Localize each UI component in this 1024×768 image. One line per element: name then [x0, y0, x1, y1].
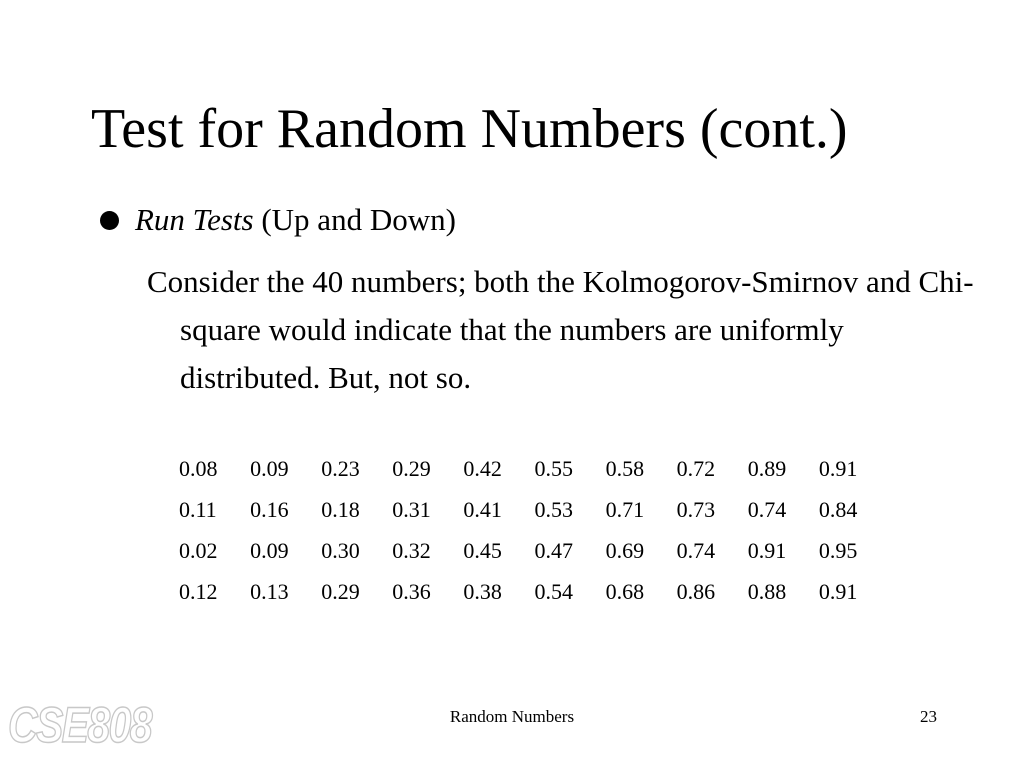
number-cell: 0.71	[605, 496, 645, 522]
number-cell: 0.29	[392, 455, 431, 481]
number-cell: 0.91	[818, 455, 858, 481]
number-cell: 0.08	[179, 455, 218, 481]
number-cell: 0.12	[179, 578, 218, 604]
number-cell: 0.23	[321, 455, 360, 481]
bullet-italic-label: Run Tests	[135, 202, 254, 237]
number-cell: 0.74	[676, 537, 716, 563]
page-number: 23	[920, 707, 937, 726]
number-cell: 0.47	[534, 537, 573, 563]
footer-title: Random Numbers	[449, 707, 575, 726]
bullet-dot-icon	[100, 211, 119, 230]
number-cell: 0.31	[392, 496, 431, 522]
number-cell: 0.18	[321, 496, 360, 522]
number-cell: 0.09	[250, 537, 289, 563]
number-cell: 0.11	[179, 496, 217, 522]
number-cell: 0.74	[747, 496, 787, 522]
course-logo: CSE808	[8, 697, 151, 753]
number-cell: 0.42	[463, 455, 502, 481]
number-cell: 0.29	[321, 578, 360, 604]
bullet-rest-label: (Up and Down)	[253, 202, 456, 237]
number-cell: 0.58	[605, 455, 645, 481]
number-cell: 0.41	[463, 496, 502, 522]
number-cell: 0.30	[321, 537, 360, 563]
number-cell: 0.91	[747, 537, 787, 563]
number-cell: 0.91	[818, 578, 858, 604]
number-cell: 0.84	[818, 496, 858, 522]
number-cell: 0.68	[605, 578, 645, 604]
number-cell: 0.32	[392, 537, 431, 563]
slide-title: Test for Random Numbers (cont.)	[91, 98, 848, 160]
number-cell: 0.54	[534, 578, 573, 604]
number-cell: 0.36	[392, 578, 431, 604]
number-cell: 0.38	[463, 578, 502, 604]
numbers-table	[179, 448, 890, 612]
numbers-row	[179, 448, 890, 489]
number-cell: 0.72	[676, 455, 716, 481]
bullet-item-run-tests	[100, 200, 456, 240]
number-cell: 0.09	[250, 455, 289, 481]
number-cell: 0.13	[250, 578, 289, 604]
number-cell: 0.45	[463, 537, 502, 563]
number-cell: 0.95	[818, 537, 858, 563]
number-cell: 0.88	[747, 578, 787, 604]
numbers-row	[179, 571, 890, 612]
number-cell: 0.02	[179, 537, 218, 563]
number-cell: 0.69	[605, 537, 645, 563]
numbers-row	[179, 489, 890, 530]
body-paragraph: Consider the 40 numbers; both the Kolmogorov-Smirnov and Chi-square would indicate that the numbers are uniformly distributed. But, not so.	[147, 264, 974, 395]
bullet-text	[135, 200, 456, 240]
number-cell: 0.89	[747, 455, 787, 481]
number-cell: 0.16	[250, 496, 289, 522]
number-cell: 0.73	[676, 496, 716, 522]
number-cell: 0.53	[534, 496, 573, 522]
number-cell: 0.55	[534, 455, 573, 481]
number-cell: 0.86	[676, 578, 716, 604]
numbers-row	[179, 530, 890, 571]
